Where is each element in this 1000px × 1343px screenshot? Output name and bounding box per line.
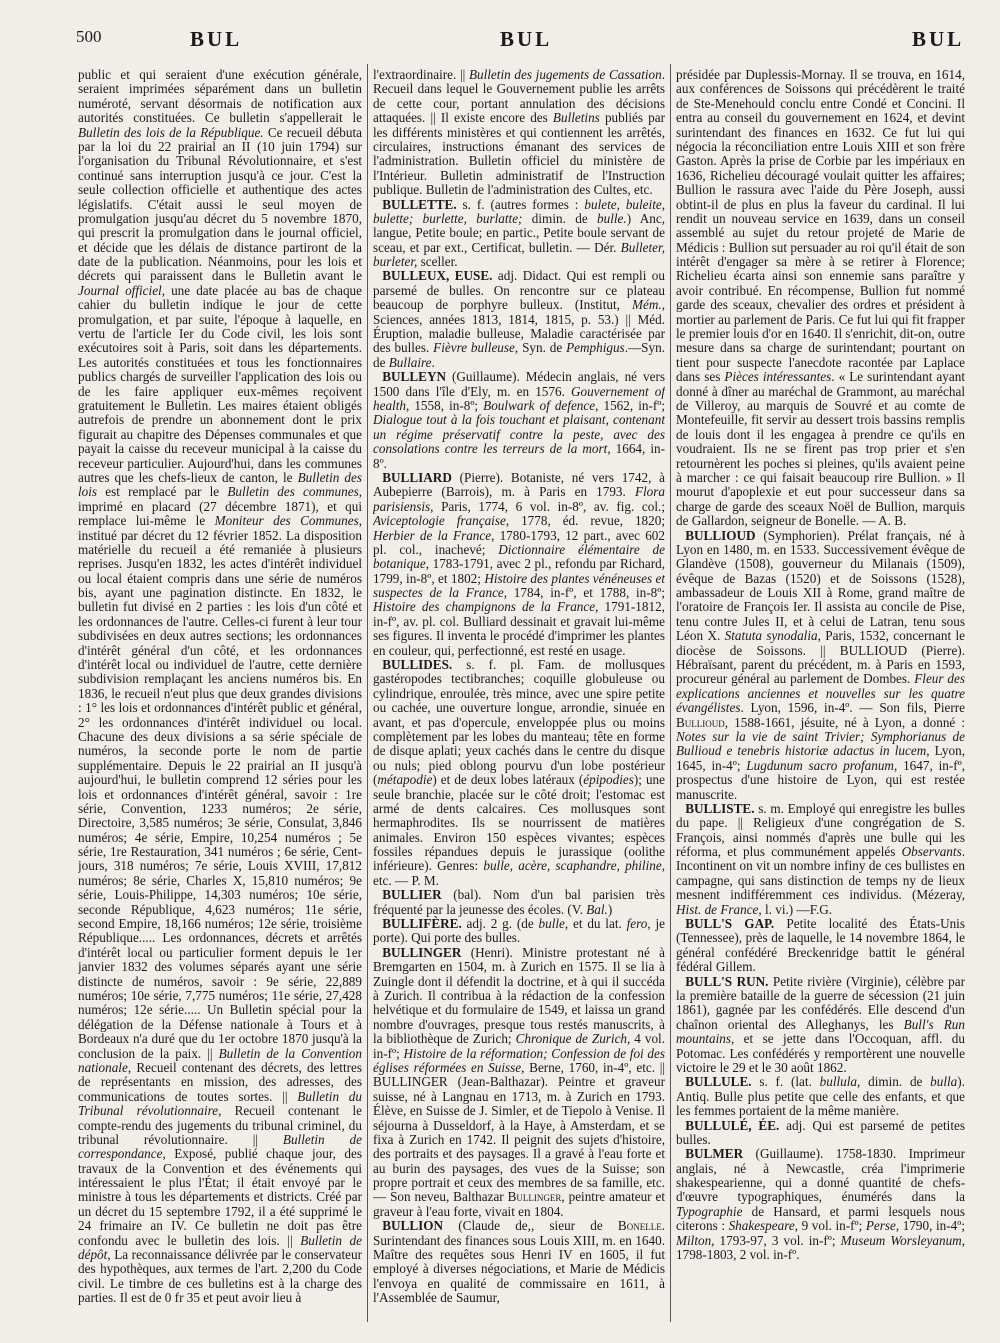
italic-run: Fleur des explications anciennes et nouvelles sur les quatre évangélistes (676, 671, 965, 716)
italic-run: Moniteur des Communes (214, 513, 359, 529)
italic-run: Gouvernement of health (373, 383, 665, 413)
text-run: sceller. (417, 254, 458, 270)
italic-run: Flora parisiensis (373, 484, 665, 514)
text-run: s. f. (autres formes : (456, 196, 585, 212)
headword: BULLIER (382, 887, 442, 903)
text-run: , 1778, éd. revue, 1820; (505, 513, 665, 529)
text-run: . Recueil dans lequel le Gouvernement publie les arrêts de cette cour, portant annulation des décisions attaquées. || Il existe encore des (373, 68, 665, 126)
italic-run: Bulletin des lois (78, 469, 362, 500)
headword: BULLULÉ, ÉE. (685, 1117, 780, 1133)
italic-run: Bulletin de la Convention nationale (78, 1045, 362, 1075)
dictionary-entry (78, 68, 362, 1306)
text-run: dimin. de (522, 210, 598, 226)
text-run: , institué par décret du 12 février 1852. La disposition matérielle du recueil a été remaniée à plusieurs reprises. Jusqu'en 1832, les actes d'intérêt individuel ou local étaient compris dans une série de numéros bis, ayant une pagination distincte. En 1832, le bulletin fut divisé en 2 parties : les lois d'un côté et les ordonnances de l'autre. Celles-ci furent à leur tour subdivisées en deux autres sections; les ordonnances d'intérêt général d'un côté, et les ordonnances d'intérêt local ou individuel de l'autre, cette dernière subdivision remplaçant les anciens numéros bis. En 1836, le recueil n'eut plus que deux grandes divisions : 1° les lois et ordonnances d'intérêt public et général, 2° les ordonnances d'intérêt individuel ou local. Chacune des deux divisions a sa série spéciale de numéros, la seconde porte le nom de partie supplémentaire. Depuis le 22 prairial an II jusqu'à aujourd'hui, le bulletin comprend 12 séries pour les lois et ordonnances d'intérêt général, savoir : 1re série, Convention, 1233 numéros; 2e série, Directoire, 3,585 numéros; 3e série, Consulat, 3,846 numéros; 4e série, Empire, 10,254 numéros ; 5e série, 1re Restauration, 341 numéros ; 6e série, Cent-jours, 318 numéros; 7e série, Louis XVIII, 17,812 numéros; 8e série, Charles X, 15,810 numéros; 9e série, Louis-Philippe, 14,303 numéros; 10e série, seconde République, 4,623 numéros; 11e série, second Empire, 18,166 numéros; 12e série, troisième République..... Les ordonnances, décrets et arrêtés d'intérêt local ou particulier forment depuis le 1er janvier 1832 des volumes séparés ayant une série distincte de numéros, savoir : 9e série, 22,889 numéros; 10e série, 7,775 numéros; 11e série, 27,428 numéros; 12e série..... Un Bulletin spécial pour la délégation de la Défense nationale à Tours et à Bordeaux n'a duré que du 1er octobre 1870 jusqu'à la conclusion de la paix. || (78, 513, 362, 1061)
italic-run: bulete, buleite, bulette; burlette, burlatte; (373, 196, 665, 226)
italic-run: Perse (865, 1218, 896, 1234)
dictionary-entry (676, 1075, 965, 1118)
dictionary-entry (373, 269, 665, 370)
headword: BULL'S RUN. (685, 973, 769, 989)
text-run: . « Le surintendant ayant donné à dîner au maréchal de Grammont, au maréchal de Villeroy, au marquis de Souvré et au comte de Montefeuille, fit servir au dessert trois bassins remplis de louis dont il les engagea à prendre ce qu'ils en voudraient. Ils ne se firent pas trop prier et s'en retournèrent les poches si pleines, qu'ils avaient peine à marcher : ce qui faisait beaucoup rire Bullion. » Il mourut d'apoplexie et eut pour successeur dans sa charge de garde des sceaux Noël de Bullion, marquis de Gallardon, seigneur de Bonelle. — A. B. (676, 369, 965, 529)
text-run: . Surintendant des finances sous Louis XIII, m. en 1640. Maître des requêtes sous Henri IV en 1605, il fut employé à diverses négociations, et Marie de Médicis l'envoya en qualité de commissaire en 1611, à l'Assemblée de Saumur, (373, 1218, 665, 1306)
text-run: , Paris, 1774, 6 vol. in-8º, av. fig. col.; (430, 498, 665, 514)
text-run: (Guillaume). 1758-1830. Imprimeur anglais, né à Newcastle, créa l'imprimerie shakespearienne, qui a donné quantité de chefs-d'œuvre typographiques, énumérés dans la (676, 1146, 965, 1205)
dictionary-entry (676, 529, 965, 802)
italic-run: Statuta synodalia (724, 628, 818, 644)
text-run: . (431, 354, 435, 370)
text-run: (Henri). Ministre protestant né à Bremgarten en 1504, m. à Zurich en 1575. Il se lia à Zuingle dont il défendit la doctrine, et à qui il succéda à Zurich. Il contribua à la rédaction de la confession helvétique et du formulaire de 1549, et laissa un grand nombre d'ouvrages, presque tous restés manuscrits, à la bibliothèque de Zurich; (373, 944, 665, 1047)
text-run: , une date placée au bas de chaque cahier du bulletin indique le jour de cette promulgation, et par suite, l'époque à laquelle, en vertu de l'article Ier du Code civil, les lois sont exécutoires soit à Paris, soit dans les départements. Les autorités constituées et tous les fonctionnaires publics chargés de surveiller l'application des lois ou de les faire appliquer eux-mêmes reçoivent gratuitement le Bulletin. Les maires étaient obligés autrefois de prendre un abonnement dont le prix figurait au chapitre des Dépenses communales et que payait la caisse du receveur municipal à la caisse du receveur particulier. Aujourd'hui, dans les communes autres que les chefs-lieux de canton, le (78, 282, 362, 485)
text-run: (Symphorien). Prélat français, né à Lyon en 1480, m. en 1533. Successivement évêque de Glandève (1508), gouverneur du Milanais (1509), évêque de Bazas (1520) et de Soissons (1528), ambassadeur de Louis XII à Rome, grand maître de l'oratoire de François Ier. Il assista au concile de Pise, tenu contre Jules II, et à celui de Latran, tenu sous Léon X. (676, 527, 965, 644)
italic-run: Bull's Run mountains (676, 1016, 965, 1047)
guide-word-left: BUL (190, 27, 243, 51)
text-run: ) (607, 901, 613, 917)
dictionary-entry (373, 658, 665, 888)
dictionary-entry (676, 68, 965, 529)
dictionary-entry (676, 917, 965, 975)
text-run: Petite localité des États-Unis (Tennessee), près de laquelle, le 14 novembre 1864, le général confédéré Breckenridge battit le général fédéral Gillem. (676, 916, 965, 975)
headword: BULLISTE. (685, 800, 755, 816)
text-run: , Sciences, années 1813, 1814, 1815, p. 53.) || Méd. Éruption, maladie bulleuse, Maladie caractérisée par des bulles. (373, 297, 665, 356)
text-run: , 1664, in-8º. (373, 441, 665, 471)
dictionary-entry (373, 1219, 665, 1305)
headword: BULLEUX, EUSE. (382, 268, 493, 284)
headword: BULLIOUD (685, 527, 756, 543)
text-run: , 1798-1803, 2 vol. in-fº. (676, 1232, 965, 1263)
text-run: , 9 vol. in-fº; (794, 1218, 866, 1234)
italic-run: Museum Worsleyanum (840, 1232, 962, 1248)
text-run: .—Syn. de (373, 340, 665, 370)
text-run: ); une seule branchie, placée sur le côté droit; l'estomac est armé de dents calcaires. Ces mollusques sont hermaphrodites. Ils se nourrissent de matières animales. Environ 150 espèces vivantes; espèces fossiles répandues depuis le jurassique (oolithe inférieure). Genres: (373, 772, 665, 874)
italic-run: bulle, acère, scaphandre, philine (483, 858, 662, 874)
text-run: , l. vi.) —F.G. (758, 901, 833, 917)
text-run: . Incontinent on vit un nombre infiny de ces bullistes en campagne, qui sans distinction de temps ny de lieux mesnent indifféremment ces individus. (Mézeray, (676, 844, 965, 903)
text-run: ) et de deux lobes latéraux ( (432, 772, 584, 788)
italic-run: Bulleter, burleter, (373, 239, 665, 270)
headword: BULLIDES. (382, 657, 453, 673)
dictionary-entry (676, 975, 965, 1076)
italic-run: Fièvre bulleuse (433, 340, 515, 356)
text-column-3 (676, 68, 965, 1318)
headword: BULLIARD (382, 469, 452, 485)
text-run: public et qui seraient d'une exécution générale, seraient imprimées séparément dans un bulletin numéroté, servant désormais de notification aux autorités constituées. Ce bulletin s'appellerait le (78, 68, 362, 126)
italic-run: Herbier de la France (373, 527, 492, 543)
text-run: (bal). Nom d'un bal parisien très fréquenté par la jeunesse des écoles. (V. (373, 887, 665, 917)
italic-run: Bal. (586, 901, 608, 917)
column-divider (670, 64, 671, 1322)
dictionary-entry (676, 802, 965, 917)
dictionary-entry (676, 1147, 965, 1262)
text-run: , et se jette dans l'Occoquan, affl. du Potomac. Les confédérés y remportèrent une nouvelle victoire le 29 et le 30 août 1862. (676, 1031, 965, 1075)
text-run: , Lyon, 1645, in-4º; (676, 743, 965, 773)
dictionary-entry (373, 917, 665, 946)
text-run: , 1558, in-8º; (405, 397, 484, 413)
small-caps-run: Bullinger (507, 1189, 562, 1205)
italic-run: Dialogue tout à la fois touchant et plaisant, contenant un régime préservatif contre la peste, avec des consolations contre les terreurs de la mort (373, 412, 665, 457)
italic-run: Bulletins (552, 110, 600, 126)
text-run: adj. Didact. Qui est rempli ou parsemé de bulles. On rencontre sur ce plateau beaucoup de porphyre bulleux. (Institut, (373, 268, 665, 313)
text-run: . Lyon, 1596, in-4º. — Son fils, Pierre (740, 700, 965, 716)
text-run: , 1783-1791, avec 2 pl., refondu par Richard, 1799, in-8º, et 1802; (373, 556, 665, 586)
text-run: , peintre amateur et graveur à l'eau forte, vivait en 1804. (373, 1189, 665, 1219)
italic-run: Bullaire (388, 354, 432, 370)
italic-run: bullula (819, 1074, 858, 1090)
italic-run: Shakespeare (728, 1218, 795, 1234)
text-run: , imprimé en placard (27 décembre 1871), et qui remplace lui-même le (78, 484, 362, 529)
text-run: , Recueil contenant des décrets, des lettres de représentants en mission, des adresses, des communications de toutes sortes. || (78, 1059, 362, 1104)
text-run: , Paris, 1532, concernant le diocèse de Soissons. || BULLIOUD (Pierre). Hébraïsant, parent du précédent, m. à Paris en 1593, procureur général au parlement de Dombes. (676, 628, 965, 687)
text-run: , etc. — P. M. (373, 858, 665, 888)
small-caps-run: Bonelle (617, 1218, 662, 1234)
text-run: , 1784, in-fº, et 1788, in-8º; (503, 585, 665, 601)
text-column-1 (78, 68, 362, 1318)
italic-run: Histoire des champignons de la France (373, 599, 596, 615)
text-run: présidée par Duplessis-Mornay. Il se trouva, en 1614, aux conférences de Soissons qui précédèrent le traité de Ste-Menehould conclu entre Condé et Concini. Il entra au conseil du gouvernement en 1624, et devint surintendant des finances en 1632. Ce fut lui qui négocia la réconciliation entre Louis XIII et son frère Gaston. Après la prise de Corbie par les impériaux en 1636, Richelieu découragé voulait quitter les affaires; Bullion le rassura avec l'aide du Père Joseph, aussi obtint-il de plus en plus la faveur du cardinal. Il lui rendit un nouveau service en 1639, dans un conseil assemblé au sujet du retour projeté de Marie de Médicis : Bullion sut persuader au roi qu'il était de son intérêt d'engager sa mère à se retirer à Florence; Richelieu écarta ainsi son ennemie sans paraître y avoir contribué. En récompense, Bullion fut nommé garde des sceaux, chevalier des ordres et président à mortier au parlement de Paris. Ce fut lui qui fit frapper le premier louis d'or en 1640. Il s'enrichit, dit-on, outre mesure dans sa charge de surintendant; pourtant on tient pour suspecte l'anecdote racontée par Laplace dans ses (676, 68, 965, 385)
text-run: s. m. Employé qui enregistre les bulles du pape. || Religieux d'une congrégation de S. François, ainsi nommés d'après une bulle qui les réforma, et plus communément appelés (676, 800, 965, 860)
dictionary-entry (373, 370, 665, 471)
italic-run: Notes sur la vie de saint Trivier; Symphorianus de Bullioud e tenebris historiæ adactus in lucem (676, 728, 965, 759)
italic-run: bulle (538, 916, 565, 932)
italic-run: Aviceptologie française (373, 513, 506, 529)
italic-run: métapodie (377, 772, 433, 788)
page-number: 500 (76, 27, 102, 46)
headword: BULL'S GAP. (685, 916, 775, 932)
italic-run: Typographie (676, 1203, 743, 1219)
italic-run: bulla (930, 1074, 958, 1090)
headword: BULLEYN (382, 369, 446, 385)
italic-run: Hist. de France (676, 901, 759, 917)
text-run: , 1790, in-4º; (895, 1218, 965, 1234)
text-run: (Claude de,, sieur de (443, 1218, 618, 1234)
dictionary-entry (373, 68, 665, 198)
italic-run: Boulwark of defence (483, 397, 596, 413)
dictionary-entry (373, 198, 665, 270)
italic-run: Dictionnaire élémentaire de botanique (373, 541, 665, 572)
italic-run: Pièces intéressantes (724, 369, 832, 385)
headword: BULLULE. (685, 1074, 752, 1090)
small-caps-run: Bullioud (676, 714, 725, 730)
text-run: de Hansard, et parmi lesquels nous citerons : (676, 1203, 965, 1234)
text-run: , dimin. de (857, 1074, 931, 1090)
dictionary-entry (676, 1119, 965, 1148)
dictionary-entry (373, 471, 665, 658)
italic-run: Observants (901, 844, 962, 860)
text-run: , 4 vol. in-fº; (373, 1031, 665, 1061)
italic-run: Journal officiel (78, 282, 162, 298)
text-run: , Exposé, publié chaque jour, des travaux de la Convention et des événements qui intéressaient le plus l'État; il était envoyé par le ministre à tous les départements et districts. Créé par un décret du 15 septembre 1792, il a été supprimé le 24 frimaire an IV. Ce bulletin ne doit pas être confondu avec le bulletin des lois. || (78, 1146, 362, 1248)
text-column-2 (373, 68, 665, 1318)
text-run: (Pierre). Botaniste, né vers 1742, à Aubepierre (Barrois), m. à Paris en 1793. (373, 469, 665, 500)
text-run: , 1647, in-fº, prospectus d'une histoire de Lyon, qui est restée manuscrite. (676, 757, 965, 802)
text-run: , 1562, in-fº; (595, 397, 665, 413)
italic-run: Bulletin des jugements de Cassation (468, 68, 662, 82)
text-run: ). Antiq. Bulle plus petite que celle des enfants, et que les femmes portaient de la même manière. (676, 1074, 965, 1119)
text-run: s. f. (lat. (751, 1074, 820, 1090)
italic-run: Mém. (632, 297, 662, 313)
headword: BULLETTE. (382, 196, 457, 212)
text-run: , Recueil contenant le compte-rendu des jugements du tribunal criminel, du tribunal révolutionnaire. || (78, 1103, 362, 1147)
italic-run: bulle. (597, 210, 627, 226)
text-run: adj. Qui est parsemé de petites bulles. (676, 1117, 965, 1147)
text-run: l'extraordinaire. || (373, 68, 469, 82)
italic-run: Bulletin du Tribunal révolutionnaire (78, 1088, 362, 1119)
text-run: s. f. pl. Fam. de mollusques gastéropodes tectibranches; coquille globuleuse ou cylindrique, enroulée, très mince, avec une spire petite ou cachée, une ouverture longue, arrondie, sinuée en avant, et pas d'opercule, enveloppée plus ou moins complètement par les lobes du manteau; tête en forme de disque aplati; yeux cachés dans le centre du disque ou nuls; pied oblong pourvu d'un lobe postérieur ( (373, 657, 665, 788)
italic-run: Bulletin des lois de la République. (78, 124, 264, 140)
italic-run: Histoire de la réformation; Confession de foi des églises réformées en Suisse (373, 1045, 665, 1075)
text-run: ) Anc, langue, Petite boule; en partic., Petite boule servant de sceau, et par ext., Certificat, bulletin. — Dér. (373, 210, 665, 255)
text-run: Petite rivière (Virginie), célèbre par la première bataille de la guerre de sécession (21 juin 1861), gagnée par les confédérés. Elle descend d'un chaînon oriental des Alleghanys, les (676, 973, 965, 1032)
text-run: , Syn. de (514, 340, 567, 356)
italic-run: Milton (676, 1232, 712, 1248)
text-run: adj. 2 g. (de (461, 916, 539, 932)
italic-run: Bulletin de correspondance (78, 1131, 362, 1162)
italic-run: Lugdunum sacro profanum (746, 757, 894, 773)
text-run: publiés par les différents ministères et qui contiennent les arrêtés, circulaires, instructions émanant des services de l'administration. Bulletin officiel du ministère de l'Intérieur. Bulletin administratif de l'Instruction publique. Bulletin de l'administration des Cultes, etc. (373, 110, 665, 198)
headword: BULLION (382, 1218, 444, 1234)
italic-run: Bulletin des communes (227, 484, 359, 500)
column-divider (367, 64, 368, 1322)
text-run: , La reconnaissance délivrée par le conservateur des hypothèques, aux termes de l'art. 2,200 du Code civil. Le timbre de ces bulletins est à la charge des parties. Il est de 0 fr 35 et peut avoir lieu à (78, 1247, 362, 1306)
headword: BULLINGER (382, 944, 462, 960)
guide-word-right: BUL (912, 27, 965, 51)
text-run: est remplacé par le (97, 484, 228, 500)
text-run: , 1791-1812, in-fº, av. pl. col. Bulliard dessinait et gravait lui-même ses figures. Il inventa le procédé d'imprimer les plantes en couleur, qui, perfectionné, est resté en usage. (373, 599, 665, 658)
italic-run: Histoire des plantes vénéneuses et suspectes de la France (373, 570, 665, 601)
guide-word-center: BUL (500, 27, 553, 51)
italic-run: Pemphigus (566, 340, 625, 356)
headword: BULMER (685, 1146, 744, 1162)
headword: BULLIFÈRE. (382, 916, 462, 932)
text-run: , 1793-97, 3 vol. in-fº; (711, 1232, 841, 1248)
text-run: , Berne, 1760, in-4º, etc. || BULLINGER (Jean-Balthazar). Peintre et graveur suisse, né à Langnau en 1713, m. à Zurich en 1793. Élève, en Suisse de J. Simler, et de Tiepolo à Venise. Il séjourna à Dusseldorf, à la Haye, à Amsterdam, et se fixa à Zurich en 1742. Il peignit des sujets d'histoire, des portraits et des paysages. Il a gravé à l'eau forte et au burin des paysages, des vues de la Suisse; son propre portrait et ceux des membres de sa famille, etc. — Son neveu, Balthazar (373, 1059, 665, 1205)
italic-run: épipodies (583, 772, 634, 788)
italic-run: Chronique de Zurich (515, 1031, 628, 1047)
text-run: , et du lat. (564, 916, 627, 932)
italic-run: fero (626, 916, 648, 932)
dictionary-entry (373, 946, 665, 1219)
text-run: , 1588-1661, jésuite, né à Lyon, a donné : (724, 714, 965, 730)
italic-run: Bulletin de dépôt (78, 1232, 362, 1263)
text-run: (Guillaume). Médecin anglais, né vers 1500 dans l'île d'Ely, m. en 1576. (373, 369, 665, 399)
text-run: , 1780-1793, 12 part., avec 602 pl. col., inachevé; (373, 527, 665, 557)
dictionary-entry (373, 888, 665, 917)
text-run: , je porte). Qui porte des bulles. (373, 916, 665, 946)
text-run: Ce recueil débuta par la loi du 22 prairial an II (10 juin 1794) sur l'organisation du Tribunal Révolutionnaire, et s'est continué sans interruption jusqu'à ce jour. C'est la seule collection officielle et authentique des actes législatifs. C'était aussi le seul moyen de promulgation jusqu'au décret du 5 novembre 1870, qui prescrit la promulgation dans le journal officiel, et décide que les délais de distance partiront de la date de la publication. Néanmoins, pour les lois et décrets qui paraissent dans le Bulletin avant le (78, 124, 362, 284)
